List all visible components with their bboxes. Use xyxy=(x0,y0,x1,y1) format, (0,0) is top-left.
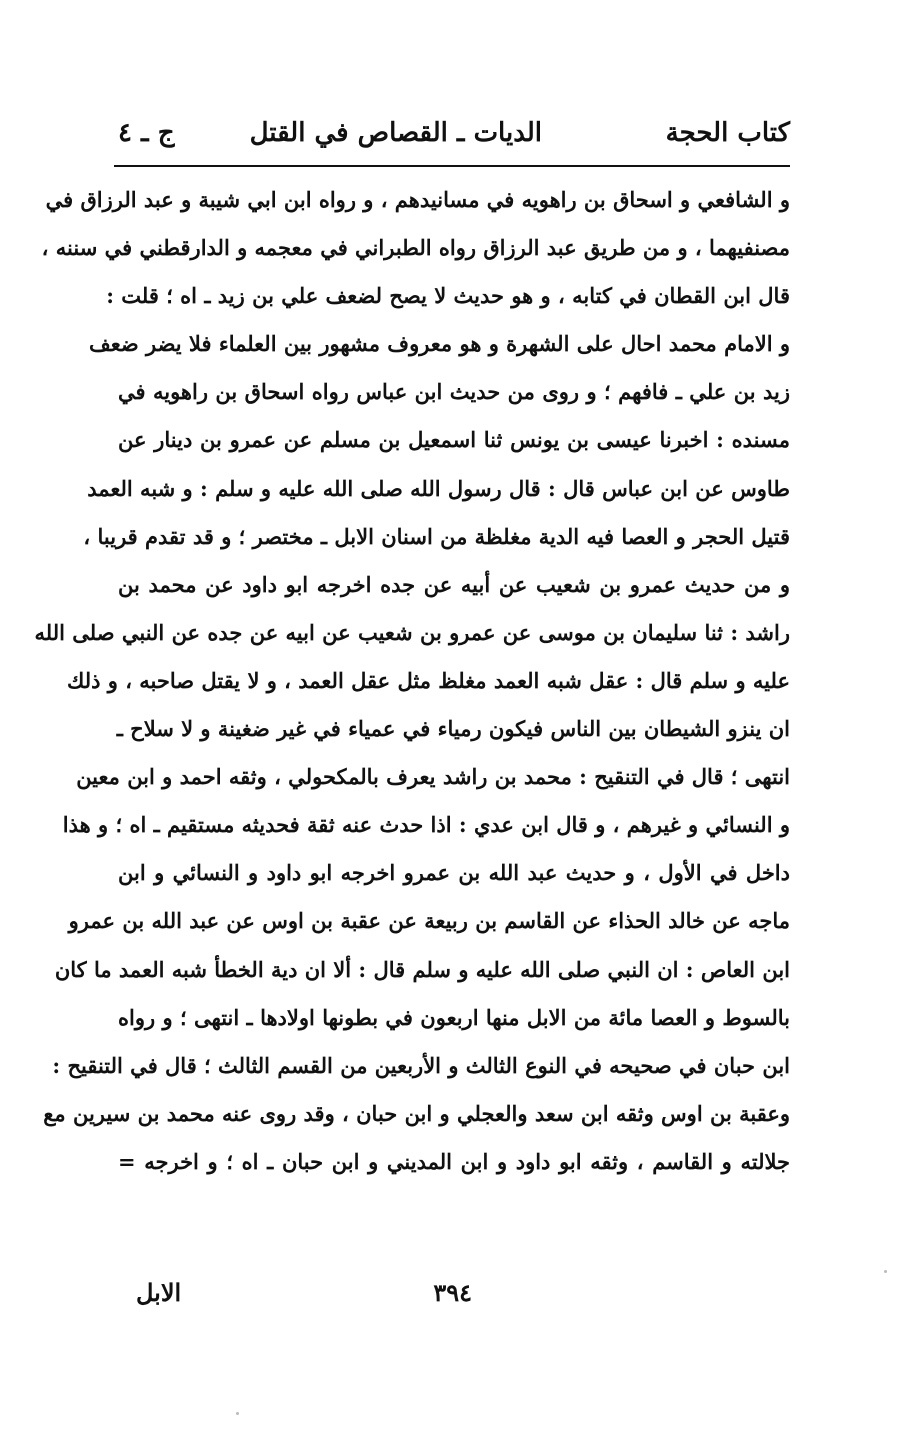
text-line: و الشافعي و اسحاق بن راهويه في مسانيدهم ، و رواه ابن ابي شيبة و عبد الرزاق في xyxy=(45,187,790,212)
chapter-title: الديات ـ القصاص في القتل xyxy=(249,118,542,148)
text-line: قتيل الحجر و العصا فيه الدية مغلظة من اسنان الابل ـ مختصر ؛ و قد تقدم قريبا ، xyxy=(83,523,790,549)
text-line: انتهى ؛ قال في التنقيح : محمد بن راشد يعرف بالمكحولي ، وثقه احمد و ابن معين xyxy=(76,764,790,790)
text-line: ابن حبان في صحيحه في النوع الثالث و الأربعين من القسم الثالث ؛ قال في التنقيح : xyxy=(52,1052,790,1078)
scan-speck xyxy=(236,1412,239,1415)
text-line: بالسوط و العصا مائة من الابل منها اربعون في بطونها اولادها ـ انتهى ؛ و رواه xyxy=(118,1004,790,1030)
body-text xyxy=(34,176,790,1186)
text-line: وعقبة بن اوس وثقه ابن سعد والعجلي و ابن حبان ، وقد روى عنه محمد بن سيرين مع xyxy=(43,1100,790,1126)
text-line: ابن العاص : ان النبي صلى الله عليه و سلم قال : ألا ان دية الخطأ شبه العمد ما كان xyxy=(54,956,790,982)
text-line: و الامام محمد احال على الشهرة و هو معروف مشهور بين العلماء فلا يضر ضعف xyxy=(88,331,790,357)
running-header xyxy=(118,112,790,164)
text-line: و النسائي و غيرهم ، و قال ابن عدي : اذا حدث عنه ثقة فحديثه مستقيم ـ اه ؛ و هذا xyxy=(62,812,790,838)
text-line: طاوس عن ابن عباس قال : قال رسول الله صلى الله عليه و سلم : و شبه العمد xyxy=(87,475,790,501)
text-line: مسنده : اخبرنا عيسى بن يونس ثنا اسمعيل بن مسلم عن عمرو بن دينار عن xyxy=(118,427,790,453)
text-line: مصنفيهما ، و من طريق عبد الرزاق رواه الطبراني في معجمه و الدارقطني في سننه ، xyxy=(41,235,790,261)
scan-speck xyxy=(884,1270,887,1273)
text-line: ان ينزو الشيطان بين الناس فيكون رمياء في عمياء في غير ضغينة و لا سلاح ـ xyxy=(116,716,790,742)
text-line: قال ابن القطان في كتابه ، و هو حديث لا يصح لضعف علي بن زيد ـ اه ؛ قلت : xyxy=(106,283,790,309)
catchword: الابل xyxy=(136,1278,182,1307)
text-line: و من حديث عمرو بن شعيب عن أبيه عن جده اخرجه ابو داود عن محمد بن xyxy=(118,571,790,597)
page-footer xyxy=(118,1278,790,1318)
page-number: ٣٩٤ xyxy=(433,1278,472,1307)
text-line: عليه و سلم قال : عقل شبه العمد مغلظ مثل عقل العمد ، و لا يقتل صاحبه ، و ذلك xyxy=(67,667,790,693)
text-line: زيد بن علي ـ فافهم ؛ و روى من حديث ابن عباس رواه اسحاق بن راهويه في xyxy=(118,379,790,405)
text-line: جلالته و القاسم ، وثقه ابو داود و ابن المديني و ابن حبان ـ اه ؛ و اخرجه = xyxy=(118,1148,790,1174)
book-title: كتاب الحجة xyxy=(665,118,790,148)
header-rule xyxy=(114,165,790,167)
text-line: داخل في الأول ، و حديث عبد الله بن عمرو اخرجه ابو داود و النسائي و ابن xyxy=(118,860,790,886)
text-line: راشد : ثنا سليمان بن موسى عن عمرو بن شعيب عن ابيه عن جده عن النبي صلى الله xyxy=(34,619,790,645)
text-line: ماجه عن خالد الحذاء عن القاسم بن ربيعة عن عقبة بن اوس عن عبد الله بن عمرو xyxy=(68,908,790,934)
volume-label: ج ـ ٤ xyxy=(118,118,175,148)
